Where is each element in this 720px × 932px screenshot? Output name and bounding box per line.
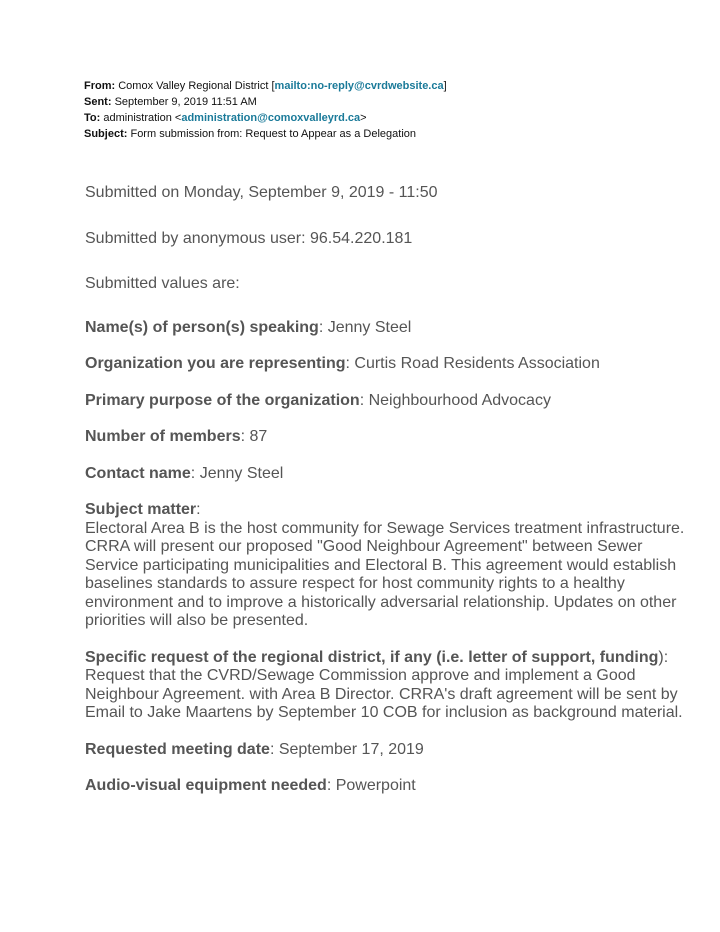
field-value: Powerpoint [335, 777, 416, 794]
submitted-on: Submitted on Monday, September 9, 2019 - 11:50 [85, 184, 438, 201]
field-label: Organization you are representing [85, 355, 346, 372]
field-label: Subject matter [85, 501, 197, 518]
field-separator: : [190, 464, 200, 482]
field-value: September 17, 2019 [278, 740, 424, 758]
field-value: Electoral Area B is the host community for Sewage Services treatment infrastructure. CRRA will present our proposed "Good Neighbour Agreement" between Sewer Service participating municipalities and Electoral B. This agreement would establish baselines standards to assure respect for host community rights to a healthy environment and to improve a historically adversarial relationship. Updates on other priorities will also be presented. [85, 519, 685, 629]
field-separator: : [359, 391, 369, 409]
email-header [84, 78, 684, 142]
field-label: Number of members [85, 428, 241, 445]
field-members [85, 428, 685, 447]
field-separator: ): [658, 648, 669, 666]
to-row [84, 110, 684, 126]
field-separator: : [240, 428, 250, 445]
field-organization [85, 355, 685, 374]
field-value: Curtis Road Residents Association [354, 355, 600, 372]
to-bracket-close: > [360, 112, 367, 124]
field-separator: : [345, 355, 355, 372]
to-name: administration < [103, 112, 182, 124]
from-label: From: [84, 80, 116, 92]
field-value: Jenny Steel [327, 318, 412, 336]
to-label: To: [84, 112, 101, 124]
sent-row [84, 94, 684, 110]
subject-row [84, 126, 684, 142]
subject-label: Subject: [84, 128, 128, 140]
sent-label: Sent: [84, 96, 112, 108]
sent-value: September 9, 2019 11:51 AM [114, 96, 257, 108]
from-email-link[interactable]: mailto:no-reply@cvrdwebsite.ca [274, 80, 444, 92]
field-meeting-date [85, 741, 685, 760]
field-value: 87 [249, 428, 268, 445]
from-bracket-close: ] [443, 80, 447, 92]
to-email-link[interactable]: administration@comoxvalleyrd.ca [181, 112, 361, 124]
field-value: Request that the CVRD/Sewage Commission approve and implement a Good Neighbour Agreement. with Area B Director. CRRA's draft agreement will be sent by Email to Jake Maartens by September 10 COB for inclusion as background material. [85, 667, 683, 721]
field-av-equipment [85, 777, 685, 796]
field-label: Requested meeting date [85, 740, 270, 758]
field-value: Jenny Steel [199, 464, 284, 482]
field-label: Audio-visual equipment needed [85, 777, 327, 794]
email-body [85, 184, 685, 814]
field-contact [85, 465, 685, 484]
field-subject-matter [85, 501, 685, 631]
field-separator: : [326, 777, 336, 794]
field-separator: : [196, 501, 201, 518]
field-specific-request [85, 649, 685, 723]
values-intro: Submitted values are: [85, 275, 240, 292]
field-value: Neighbourhood Advocacy [368, 391, 551, 409]
field-speakers [85, 319, 685, 338]
from-name: Comox Valley Regional District [118, 80, 269, 92]
field-separator: : [269, 740, 279, 758]
subject-value: Form submission from: Request to Appear as a Delegation [130, 128, 416, 140]
field-label: Specific request of the regional district, if any (i.e. letter of support, funding [85, 648, 659, 666]
from-bracket-open: [ [271, 80, 275, 92]
submitted-by: Submitted by anonymous user: 96.54.220.181 [85, 229, 413, 247]
field-label: Primary purpose of the organization [85, 391, 360, 409]
field-purpose [85, 392, 685, 411]
field-label: Contact name [85, 464, 191, 482]
field-separator: : [318, 318, 328, 336]
from-row [84, 78, 684, 94]
field-label: Name(s) of person(s) speaking [85, 318, 319, 336]
